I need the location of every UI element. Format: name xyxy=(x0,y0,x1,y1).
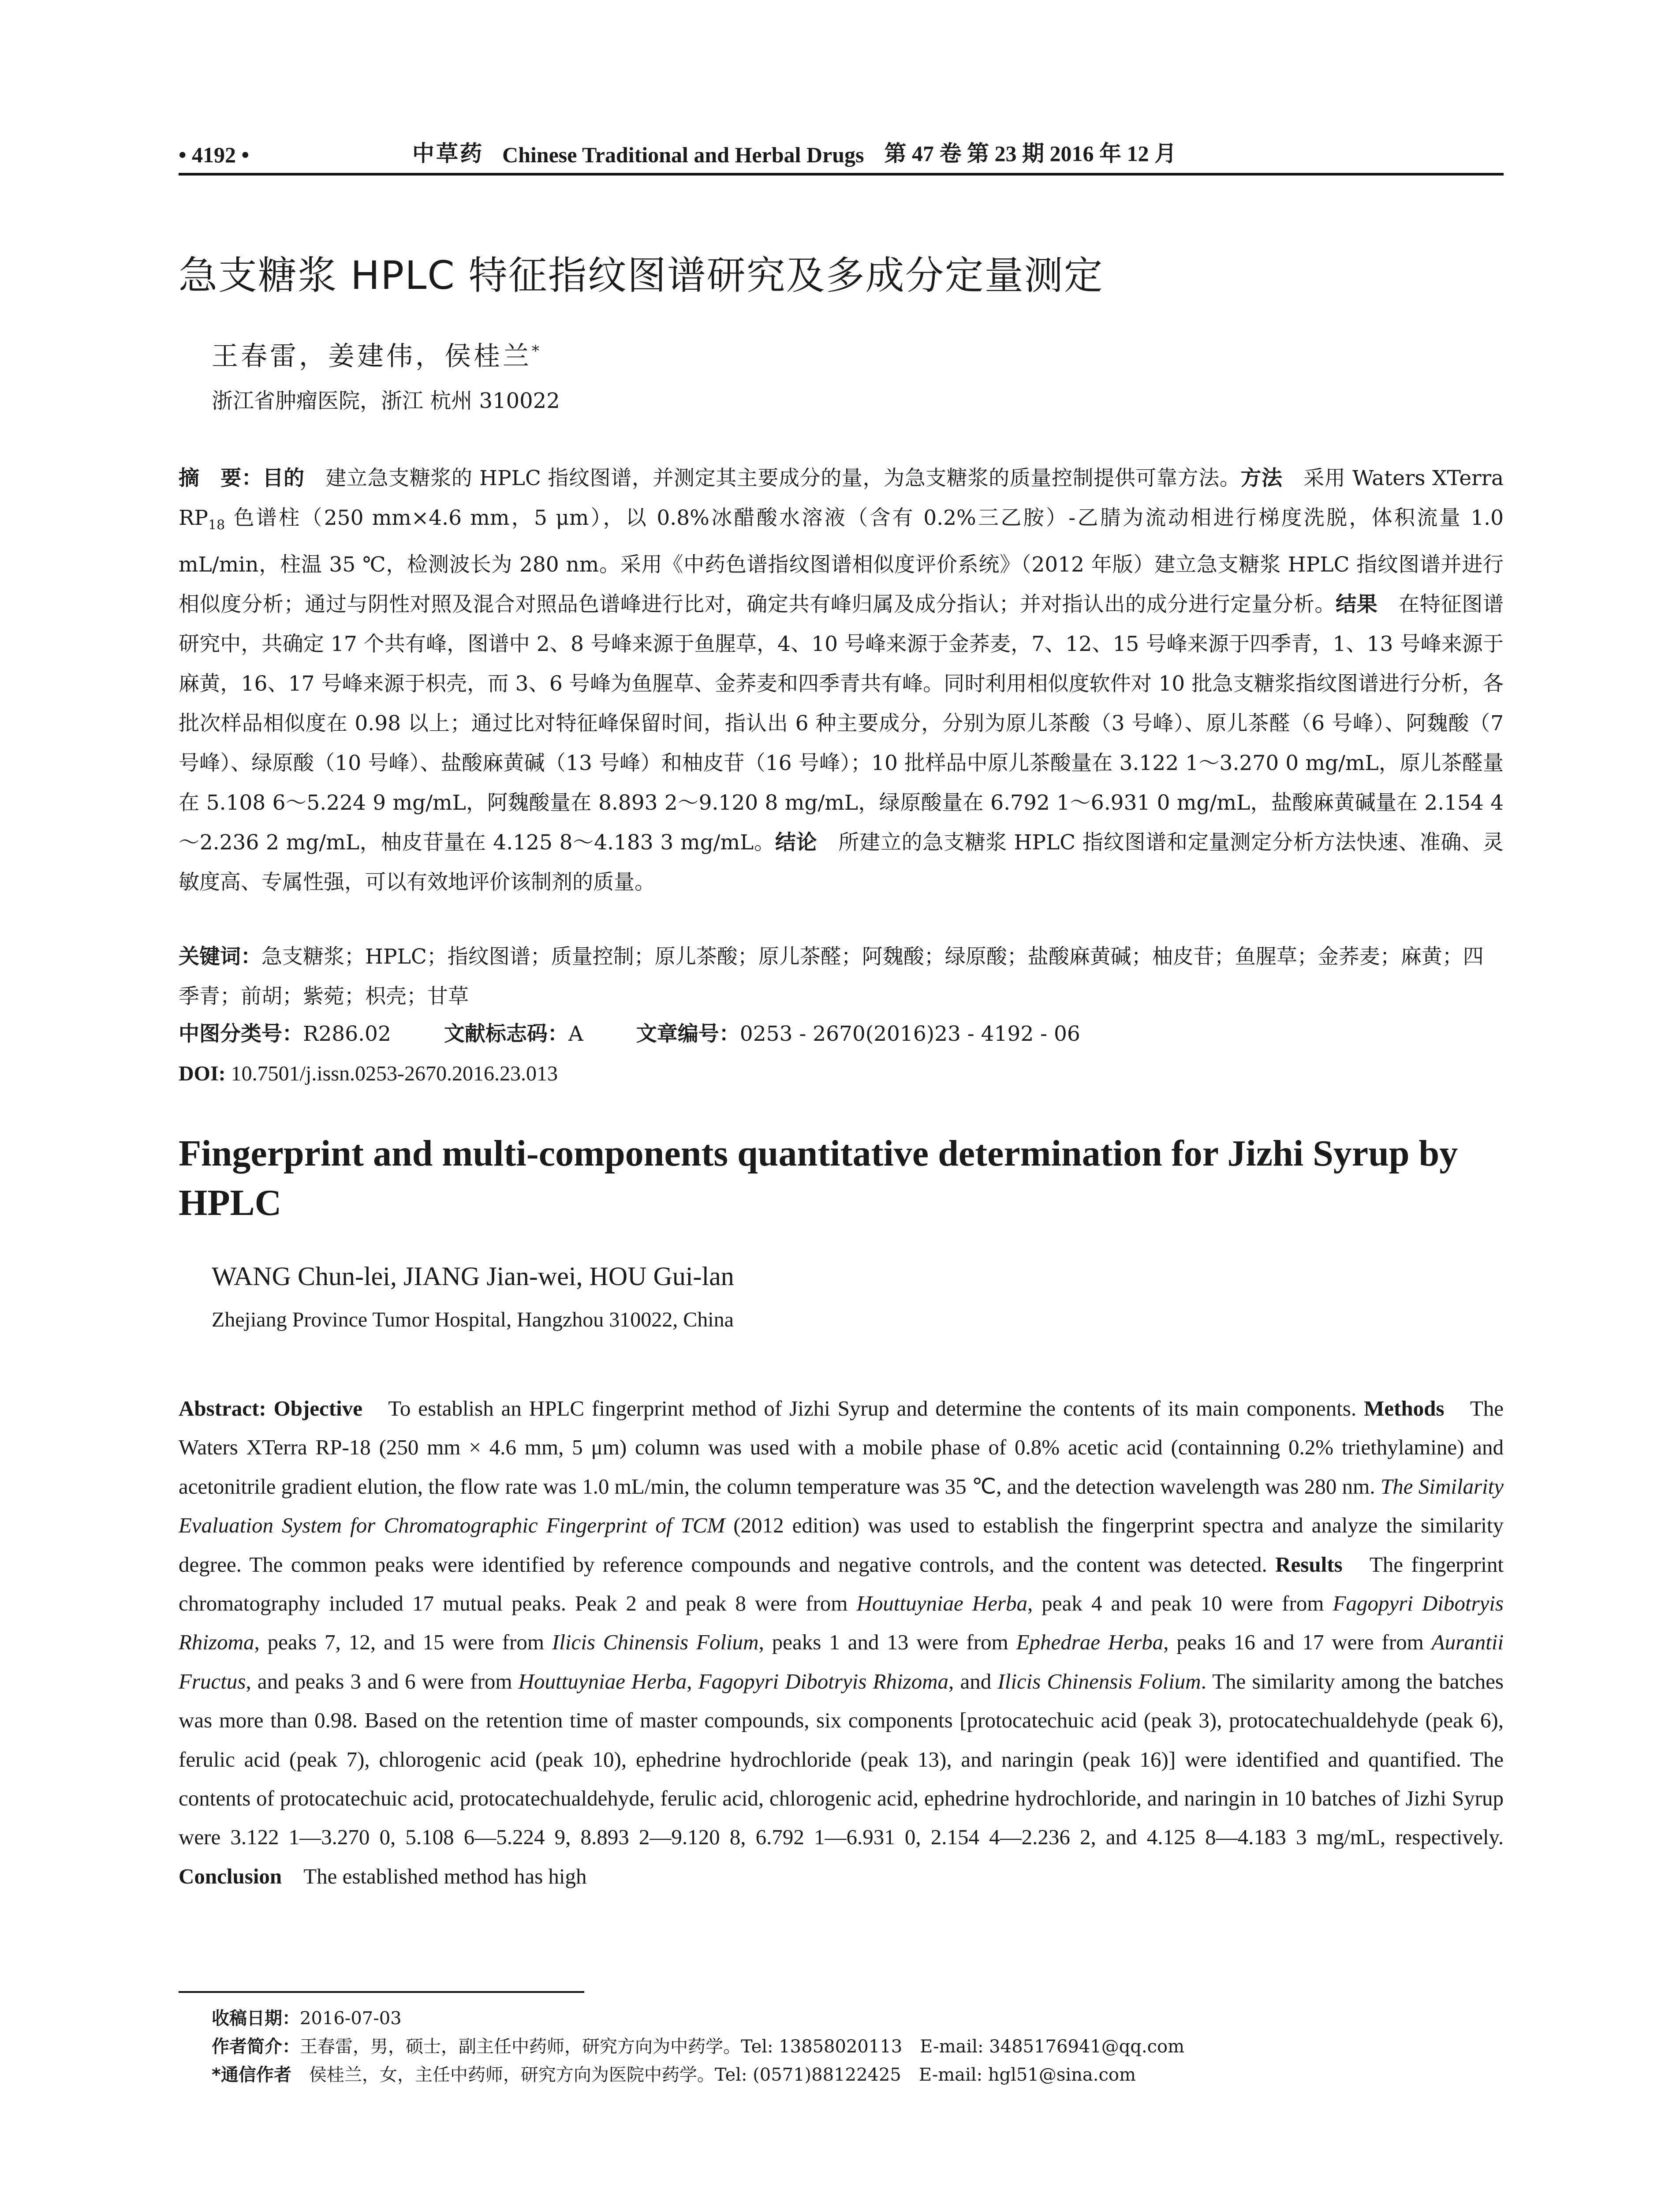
authors-cn xyxy=(212,335,542,373)
running-header xyxy=(179,140,1504,176)
abstract-en xyxy=(179,1389,1504,1896)
herb-name: Fagopyri Dibotryis Rhizoma xyxy=(179,1591,1504,1655)
footnote-corresponding xyxy=(212,2061,1490,2089)
results-text-en: . The similarity among the batches was more than 0.98. Based on the retention time of master compounds, six components [protocatechuic acid (peak 3), protocatechualdehyde (peak 6), ferulic acid (peak 7), chlorogenic acid (peak 10), ephedrine hydrochloride (peak 13), and naringin (peak 16)] were identified and quantified. The contents of protocatechuic acid, protocatechualdehyde, ferulic acid, chlorogenic acid, ephedrine hydrochloride, and naringin in 10 batches of Jizhi Syrup were 3.122 1—3.270 0, 5.108 6—5.224 9, 8.893 2—9.120 8, 6.792 1—6.931 0, 2.154 4—2.236 2, and 4.125 8—4.183 3 mg/mL, respectively. xyxy=(179,1669,1504,1850)
corresponding-mark: * xyxy=(532,342,542,360)
methods-text-en-2: (2012 edition) was used to establish the fingerprint spectra and analyze the similarity degree. The common peaks were identified by reference compounds and negative controls, and the content was detected. xyxy=(179,1513,1504,1577)
footnotes xyxy=(212,2004,1490,2089)
page-number: • 4192 • xyxy=(179,142,250,167)
author-names-cn: 王春雷，姜建伟，侯桂兰 xyxy=(212,341,532,372)
conclusion-label-cn: 结论 xyxy=(775,830,818,855)
methods-text-cn-2: 色谱柱（250 mm×4.6 mm，5 μm），以 0.8%冰醋酸水溶液（含有 0.2%三乙胺）-乙腈为流动相进行梯度洗脱，体积流量 1.0 mL/min，柱温 35 ℃，检测波长为 280 nm。采用《中药色谱指纹图谱相似度评价系统》（2012 年版）建立急支糖浆 HPLC 指纹图谱并进行相似度分析；通过与阴性对照及混合对照品色谱峰进行比对，确定共有峰归属及成分指认；并对指认出的成分进行定量分析。 xyxy=(179,506,1504,617)
keywords-list-cn: 急支糖浆；HPLC；指纹图谱；质量控制；原儿茶酸；原儿茶醛；阿魏酸；绿原酸；盐酸麻黄碱；柚皮苷；鱼腥草；金荞麦；麻黄；四季青；前胡；紫菀；枳壳；甘草 xyxy=(179,945,1484,1009)
keywords-cn xyxy=(179,937,1504,1017)
doi xyxy=(179,1054,558,1094)
herb-name: Ilicis Chinensis Folium xyxy=(997,1669,1201,1693)
methods-text-en-1: The Waters XTerra RP-18 (250 mm × 4.6 mm, 5 μm) column was used with a mobile phase of 0.8% acetic acid (containning 0.2% triethylamine) and acetonitrile gradient elution, the flow rate was 1.0 mL/min, the column temperature was 35 ℃, and the detection wavelength was 280 nm. xyxy=(179,1396,1504,1499)
herb-name: Aurantii Fructus xyxy=(179,1630,1504,1693)
article-number xyxy=(636,1014,1080,1054)
methods-label-en: Methods xyxy=(1364,1396,1445,1420)
results-text-en: , peaks 16 and 17 were from xyxy=(1163,1630,1432,1655)
affiliation-cn: 浙江省肿瘤医院，浙江 杭州 310022 xyxy=(212,389,560,413)
doc-code-value: A xyxy=(568,1022,583,1046)
volume-issue: 第 47 卷 第 23 期 2016 年 12 月 xyxy=(884,141,1176,166)
methods-text-cn-1: 采用 Waters XTerra RP xyxy=(179,466,1504,530)
herb-name: Ephedrae Herba xyxy=(1016,1630,1164,1655)
objective-text-cn: 建立急支糖浆的 HPLC 指纹图谱，并测定其主要成分的量，为急支糖浆的质量控制提供可靠方法。 xyxy=(304,466,1241,490)
received-label: 收稿日期： xyxy=(212,2008,300,2029)
affiliation-en: Zhejiang Province Tumor Hospital, Hangzhou 310022, China xyxy=(212,1308,734,1331)
received-value: 2016-07-03 xyxy=(300,2008,402,2029)
article-title-en: Fingerprint and multi-components quantitative determination for Jizhi Syrup by HPLC xyxy=(179,1133,1458,1223)
document-code xyxy=(444,1014,583,1054)
article-title-cn: 急支糖浆 HPLC 特征指纹图谱研究及多成分定量测定 xyxy=(179,253,1104,298)
results-text-en: , xyxy=(687,1669,698,1693)
results-text-en: , and peaks 3 and 6 were from xyxy=(246,1669,519,1693)
footnote-divider xyxy=(179,1991,584,1993)
results-text-cn: 在特征图谱研究中，共确定 17 个共有峰，图谱中 2、8 号峰来源于鱼腥草，4、10 号峰来源于金荞麦，7、12、15 号峰来源于四季青，1、13 号峰来源于麻黄，16、17 号峰来源于枳壳，而 3、6 号峰为鱼腥草、金荞麦和四季青共有峰。同时利用相似度软件对 10 批急支糖浆指纹图谱进行分析，各批次样品相似度在 0.98 以上；通过比对特征峰保留时间，指认出 6 种主要成分，分别为原儿茶酸（3 号峰）、原儿茶醛（6 号峰）、阿魏酸（7 号峰）、绿原酸（10 号峰）、盐酸麻黄碱（13 号峰）和柚皮苷（16 号峰）；10 批样品中原儿茶酸量在 3.122 1～3.270 0 mg/mL，原儿茶醛量在 5.108 6～5.224 9 mg/mL，阿魏酸量在 8.893 2～9.120 8 mg/mL，绿原酸量在 6.792 1～6.931 0 mg/mL，盐酸麻黄碱量在 2.154 4～2.236 2 mg/mL，柚皮苷量在 4.125 8～4.183 3 mg/mL。 xyxy=(179,592,1504,855)
journal-name-cn: 中草药 xyxy=(412,140,484,166)
herb-name: Houttuyniae Herba xyxy=(518,1669,687,1693)
abstract-cn xyxy=(179,459,1504,902)
authors-en: WANG Chun-lei, JIANG Jian-wei, HOU Gui-lan xyxy=(212,1262,734,1291)
keywords-label-cn: 关键词： xyxy=(179,945,261,969)
article-no-label: 文章编号： xyxy=(636,1022,740,1046)
results-text-en: , peak 4 and peak 10 were from xyxy=(1027,1591,1333,1616)
corresponding-value: 侯桂兰，女，主任中药师，研究方向为医院中药学。Tel: (0571)88122425 E-mail: hgl51@sina.com xyxy=(291,2065,1136,2085)
objective-label-cn: 目的 xyxy=(262,466,305,490)
objective-text-en: To establish an HPLC fingerprint method of Jizhi Syrup and determine the contents of its main components. xyxy=(362,1396,1364,1420)
herb-name: Houttuyniae Herba xyxy=(856,1591,1027,1616)
methods-italic-en: The Similarity Evaluation System for Chromatographic Fingerprint of TCM xyxy=(179,1474,1504,1538)
abstract-label-cn: 摘 要： xyxy=(179,466,263,490)
methods-subscript: 18 xyxy=(208,517,225,533)
journal-name-en: Chinese Traditional and Herbal Drugs xyxy=(502,142,864,167)
results-text-en: , peaks 1 and 13 were from xyxy=(758,1630,1016,1655)
doc-code-label: 文献标志码： xyxy=(444,1022,568,1046)
results-text-en: , peaks 7, 12, and 15 were from xyxy=(254,1630,552,1655)
clc-label: 中图分类号： xyxy=(179,1022,303,1046)
classification-line xyxy=(179,1014,1133,1054)
article-no-value: 0253 - 2670(2016)23 - 4192 - 06 xyxy=(739,1022,1080,1046)
clc-number xyxy=(179,1014,391,1054)
herb-name: Fagopyri Dibotryis Rhizoma xyxy=(698,1669,949,1693)
results-text-en: The fingerprint chromatography included 17 mutual peaks. Peak 2 and peak 8 were from xyxy=(179,1552,1504,1616)
methods-label-cn: 方法 xyxy=(1240,466,1283,490)
author-bio-value: 王春雷，男，硕士，副主任中药师，研究方向为中药学。Tel: 13858020113 E-mail: 3485176941@qq.com xyxy=(300,2037,1185,2057)
abstract-objective-label-en: Abstract: Objective xyxy=(179,1396,362,1420)
results-label-en: Results xyxy=(1275,1552,1343,1577)
conclusion-text-cn: 所建立的急支糖浆 HPLC 指纹图谱和定量测定分析方法快速、准确、灵敏度高、专属性强，可以有效地评价该制剂的质量。 xyxy=(179,830,1504,895)
doi-value[interactable]: 10.7501/j.issn.0253-2670.2016.23.013 xyxy=(225,1062,558,1085)
doi-label: DOI: xyxy=(179,1062,226,1085)
results-text-en: , and xyxy=(948,1669,998,1693)
results-label-cn: 结果 xyxy=(1336,592,1378,617)
footnote-received xyxy=(212,2004,1490,2033)
corresponding-label: *通信作者 xyxy=(212,2065,291,2085)
herb-name: Ilicis Chinensis Folium xyxy=(552,1630,759,1655)
clc-value: R286.02 xyxy=(303,1022,391,1046)
author-bio-label: 作者简介： xyxy=(212,2037,300,2057)
conclusion-text-en: The established method has high xyxy=(282,1864,587,1888)
footnote-author xyxy=(212,2033,1490,2061)
conclusion-label-en: Conclusion xyxy=(179,1864,282,1888)
